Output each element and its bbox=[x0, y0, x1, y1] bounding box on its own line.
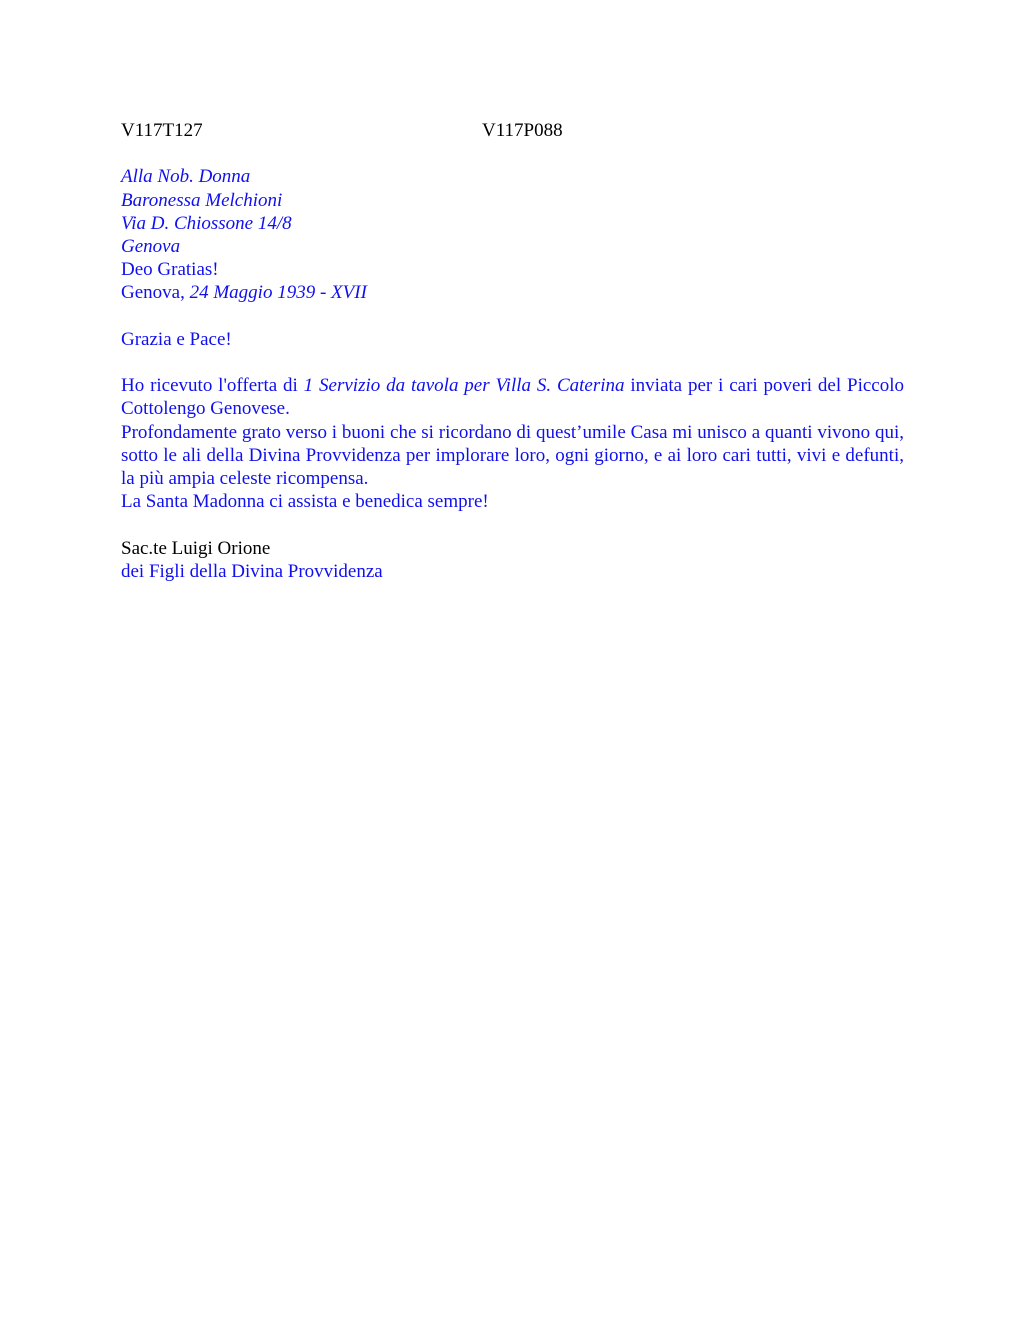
body-paragraph-2: Profondamente grato verso i buoni che si ricordano di quest’umile Casa mi unisco a quanti vivono qui, sotto le ali della Divina Provvidenza per implorare loro, ogni giorno, e ai loro cari tutti, vivi e defunti, la più ampia celeste ricompensa. bbox=[121, 421, 904, 489]
address-line-3: Via D. Chiossone 14/8 bbox=[121, 212, 292, 234]
letter-page bbox=[121, 119, 904, 583]
offered-item: 1 Servizio da tavola per Villa S. Caterina bbox=[303, 375, 625, 397]
address-line-2: Baronessa Melchioni bbox=[121, 189, 283, 211]
place-and-date bbox=[121, 281, 904, 304]
date: 24 Maggio 1939 - XVII bbox=[189, 282, 367, 304]
reference-codes bbox=[121, 119, 904, 142]
signature-name: Sac.te Luigi Orione bbox=[121, 537, 271, 559]
recipient-address bbox=[121, 165, 904, 258]
body-paragraph-3: La Santa Madonna ci assista e benedica sempre! bbox=[121, 491, 489, 513]
body-p1-end: inviata per i cari poveri del Piccolo Cottolengo Genovese. bbox=[121, 375, 904, 420]
place: Genova, bbox=[121, 282, 190, 304]
deo-gratias: Deo Gratias! bbox=[121, 259, 219, 281]
greeting: Grazia e Pace! bbox=[121, 328, 232, 350]
address-line-1: Alla Nob. Donna bbox=[121, 166, 251, 188]
body-paragraph-1 bbox=[121, 374, 904, 420]
body-p1-start: Ho ricevuto l'offerta di bbox=[121, 375, 304, 397]
reference-code-left: V117T127 bbox=[121, 120, 203, 141]
address-line-4: Genova bbox=[121, 235, 181, 257]
reference-code-right: V117P088 bbox=[482, 120, 563, 141]
signature-congregation: dei Figli della Divina Provvidenza bbox=[121, 560, 383, 582]
